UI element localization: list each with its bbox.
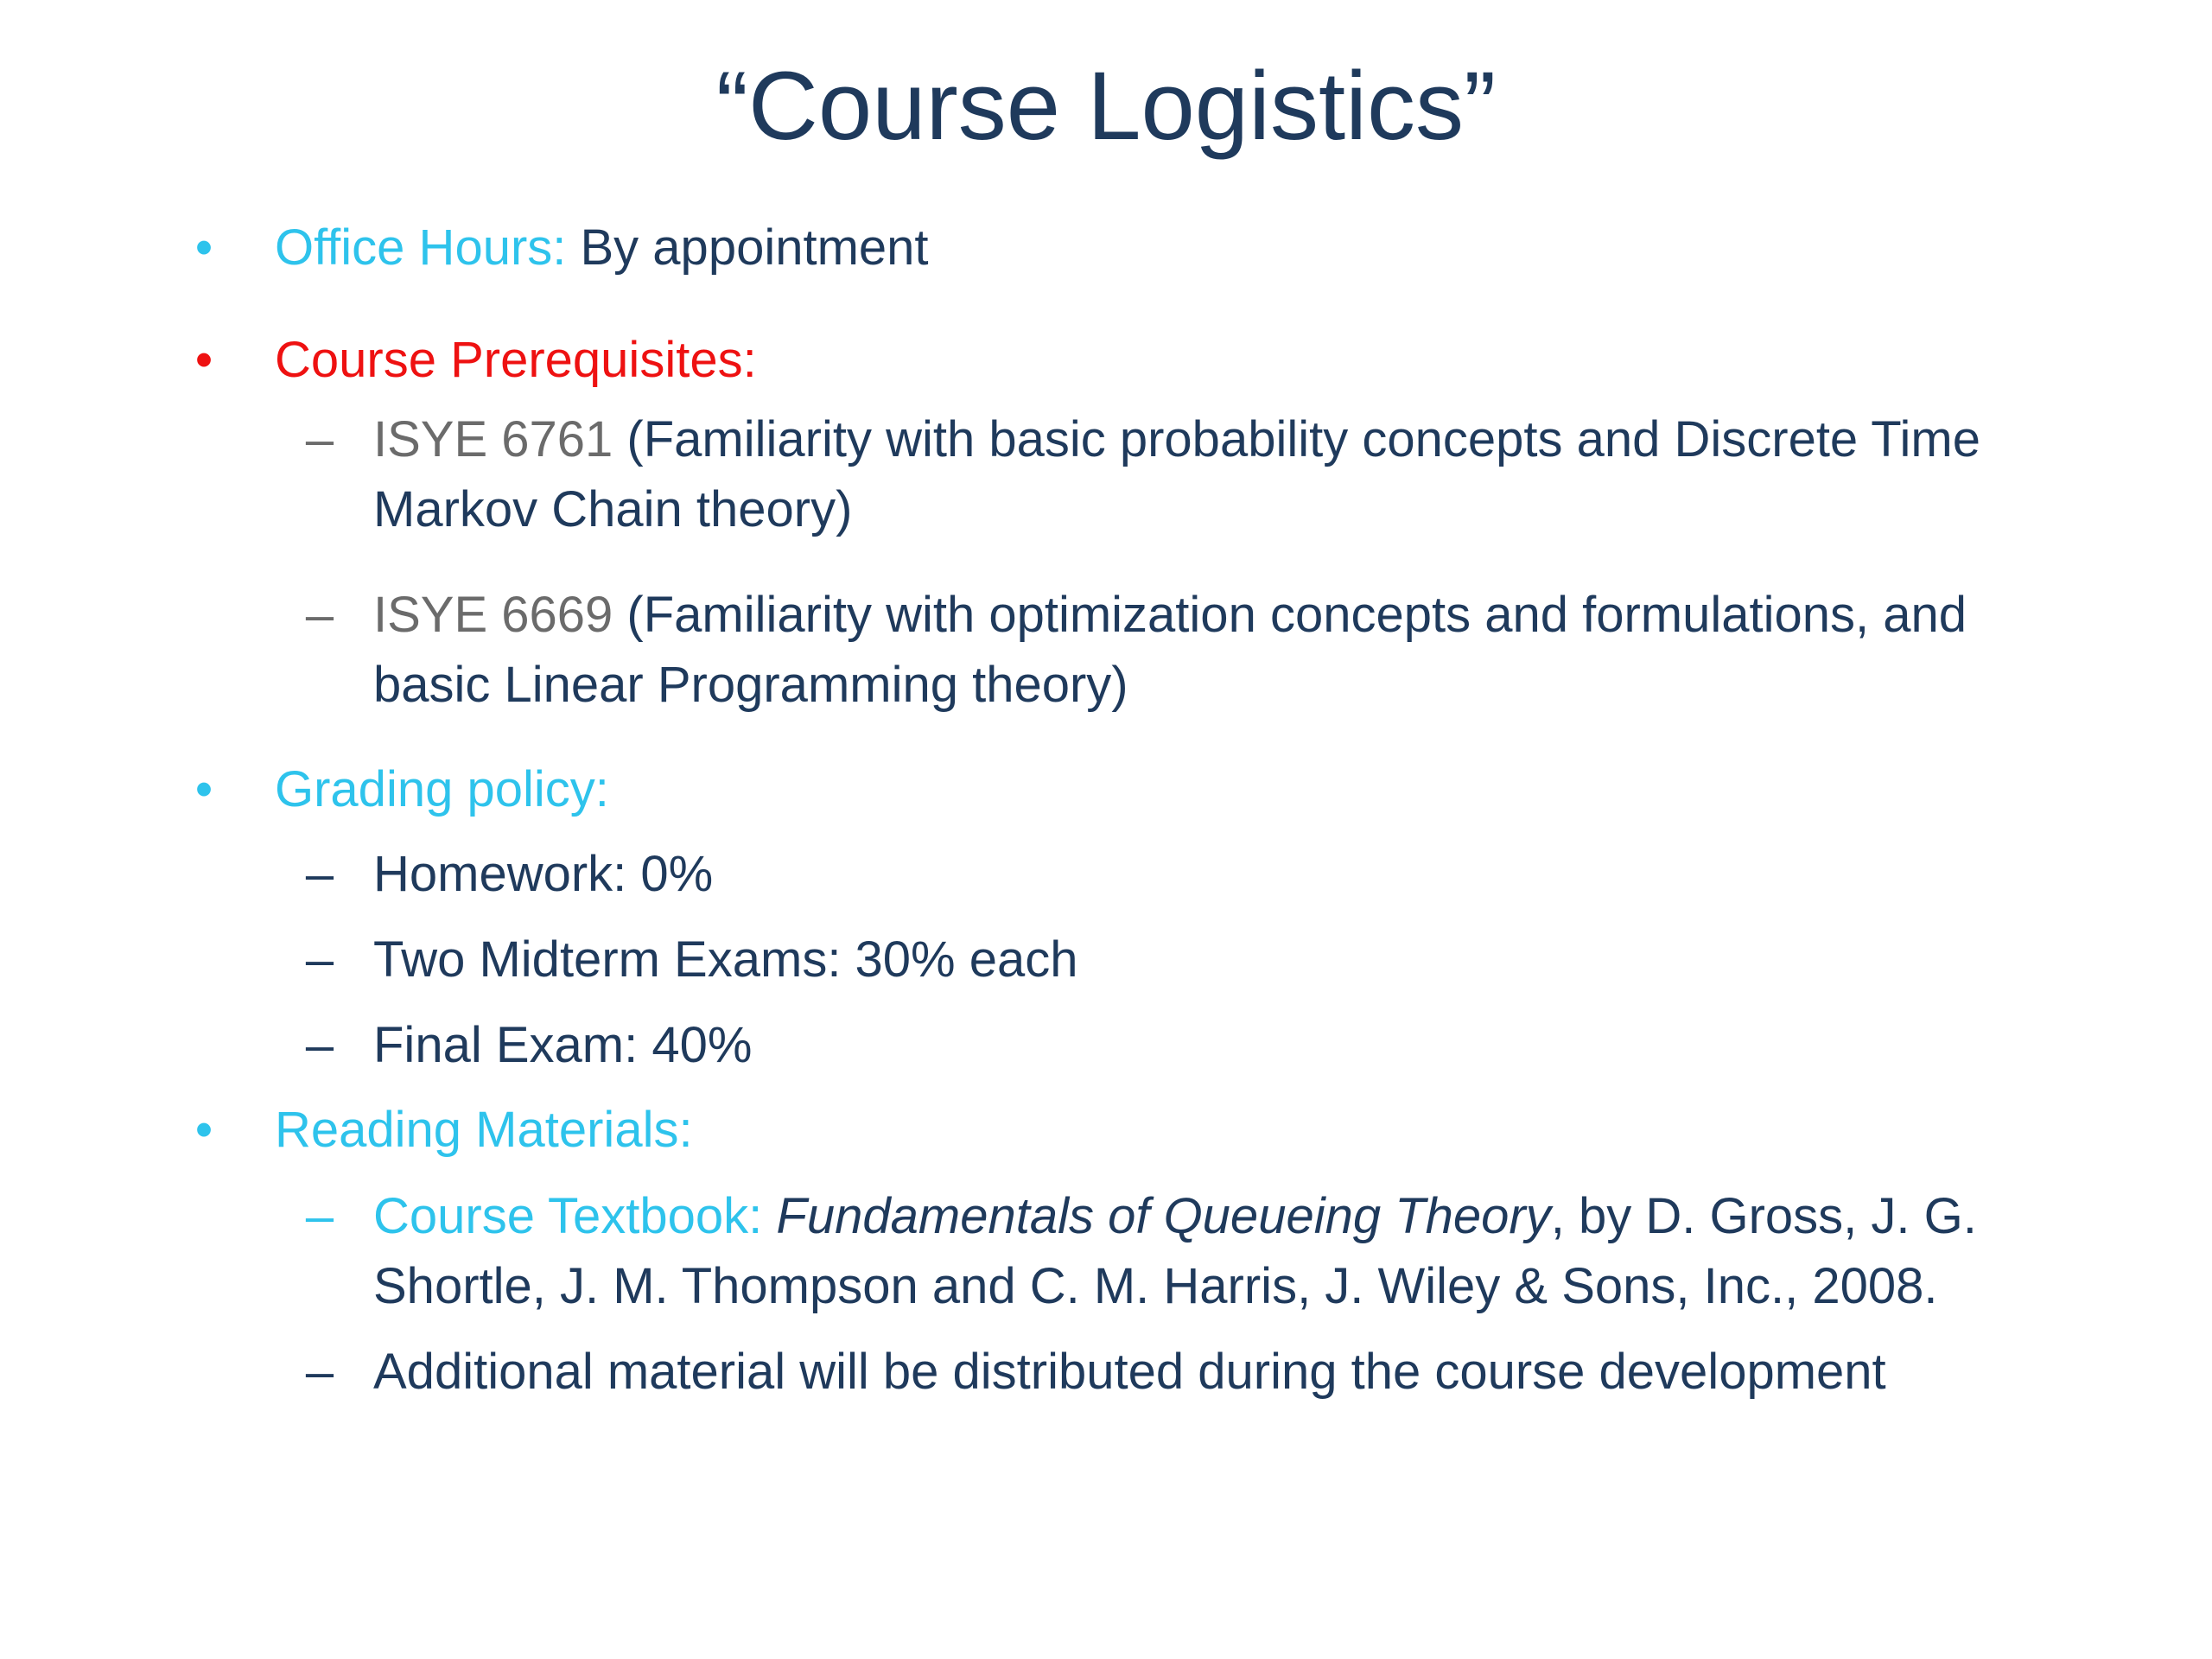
prerequisites-label: Course Prerequisites:	[275, 332, 757, 388]
slide-title: “Course Logistics”	[715, 52, 1497, 160]
additional-material-text: Additional material will be distributed during the course development	[373, 1344, 1886, 1400]
bullet-icon: •	[194, 332, 213, 388]
dash-icon: –	[305, 931, 334, 988]
prerequisite-description: (Familiarity with basic probability concepts and Discrete Time	[613, 411, 1980, 467]
prerequisite-description-continued: basic Linear Programming theory)	[373, 657, 1128, 713]
office-hours-text	[275, 213, 929, 283]
prerequisite-description-continued: Markov Chain theory)	[373, 481, 853, 537]
bullet-icon: •	[194, 219, 213, 276]
course-code: ISYE 6761	[373, 411, 613, 467]
grading-entry-text: Final Exam: 40%	[373, 1017, 753, 1073]
grading-entry-text: Two Midterm Exams: 30% each	[373, 931, 1078, 988]
reading-label: Reading Materials:	[275, 1102, 693, 1158]
bullet-icon: •	[194, 1102, 213, 1158]
prerequisite-line1	[373, 580, 1967, 651]
textbook-authors: , by D. Gross, J. G.	[1550, 1188, 1977, 1244]
dash-icon: –	[305, 1017, 334, 1073]
dash-icon: –	[305, 846, 334, 902]
textbook-publisher: Shortle, J. M. Thompson and C. M. Harris, J. Wiley & Sons, Inc., 2008.	[373, 1258, 1938, 1314]
dash-icon: –	[305, 411, 334, 467]
office-hours-label: Office Hours:	[275, 219, 581, 276]
course-code: ISYE 6669	[373, 587, 613, 643]
textbook-line1	[373, 1181, 1977, 1252]
textbook-label: Course Textbook:	[373, 1188, 777, 1244]
bullet-icon: •	[194, 761, 213, 817]
prerequisite-line1	[373, 404, 1980, 475]
grading-label: Grading policy:	[275, 761, 609, 817]
office-hours-value: By appointment	[580, 219, 929, 276]
dash-icon: –	[305, 587, 334, 643]
prerequisite-description: (Familiarity with optimization concepts and formulations, and	[613, 587, 1967, 643]
dash-icon: –	[305, 1344, 334, 1400]
grading-entry-text: Homework: 0%	[373, 846, 714, 902]
textbook-title: Fundamentals of Queueing Theory	[776, 1188, 1551, 1244]
dash-icon: –	[305, 1188, 334, 1244]
